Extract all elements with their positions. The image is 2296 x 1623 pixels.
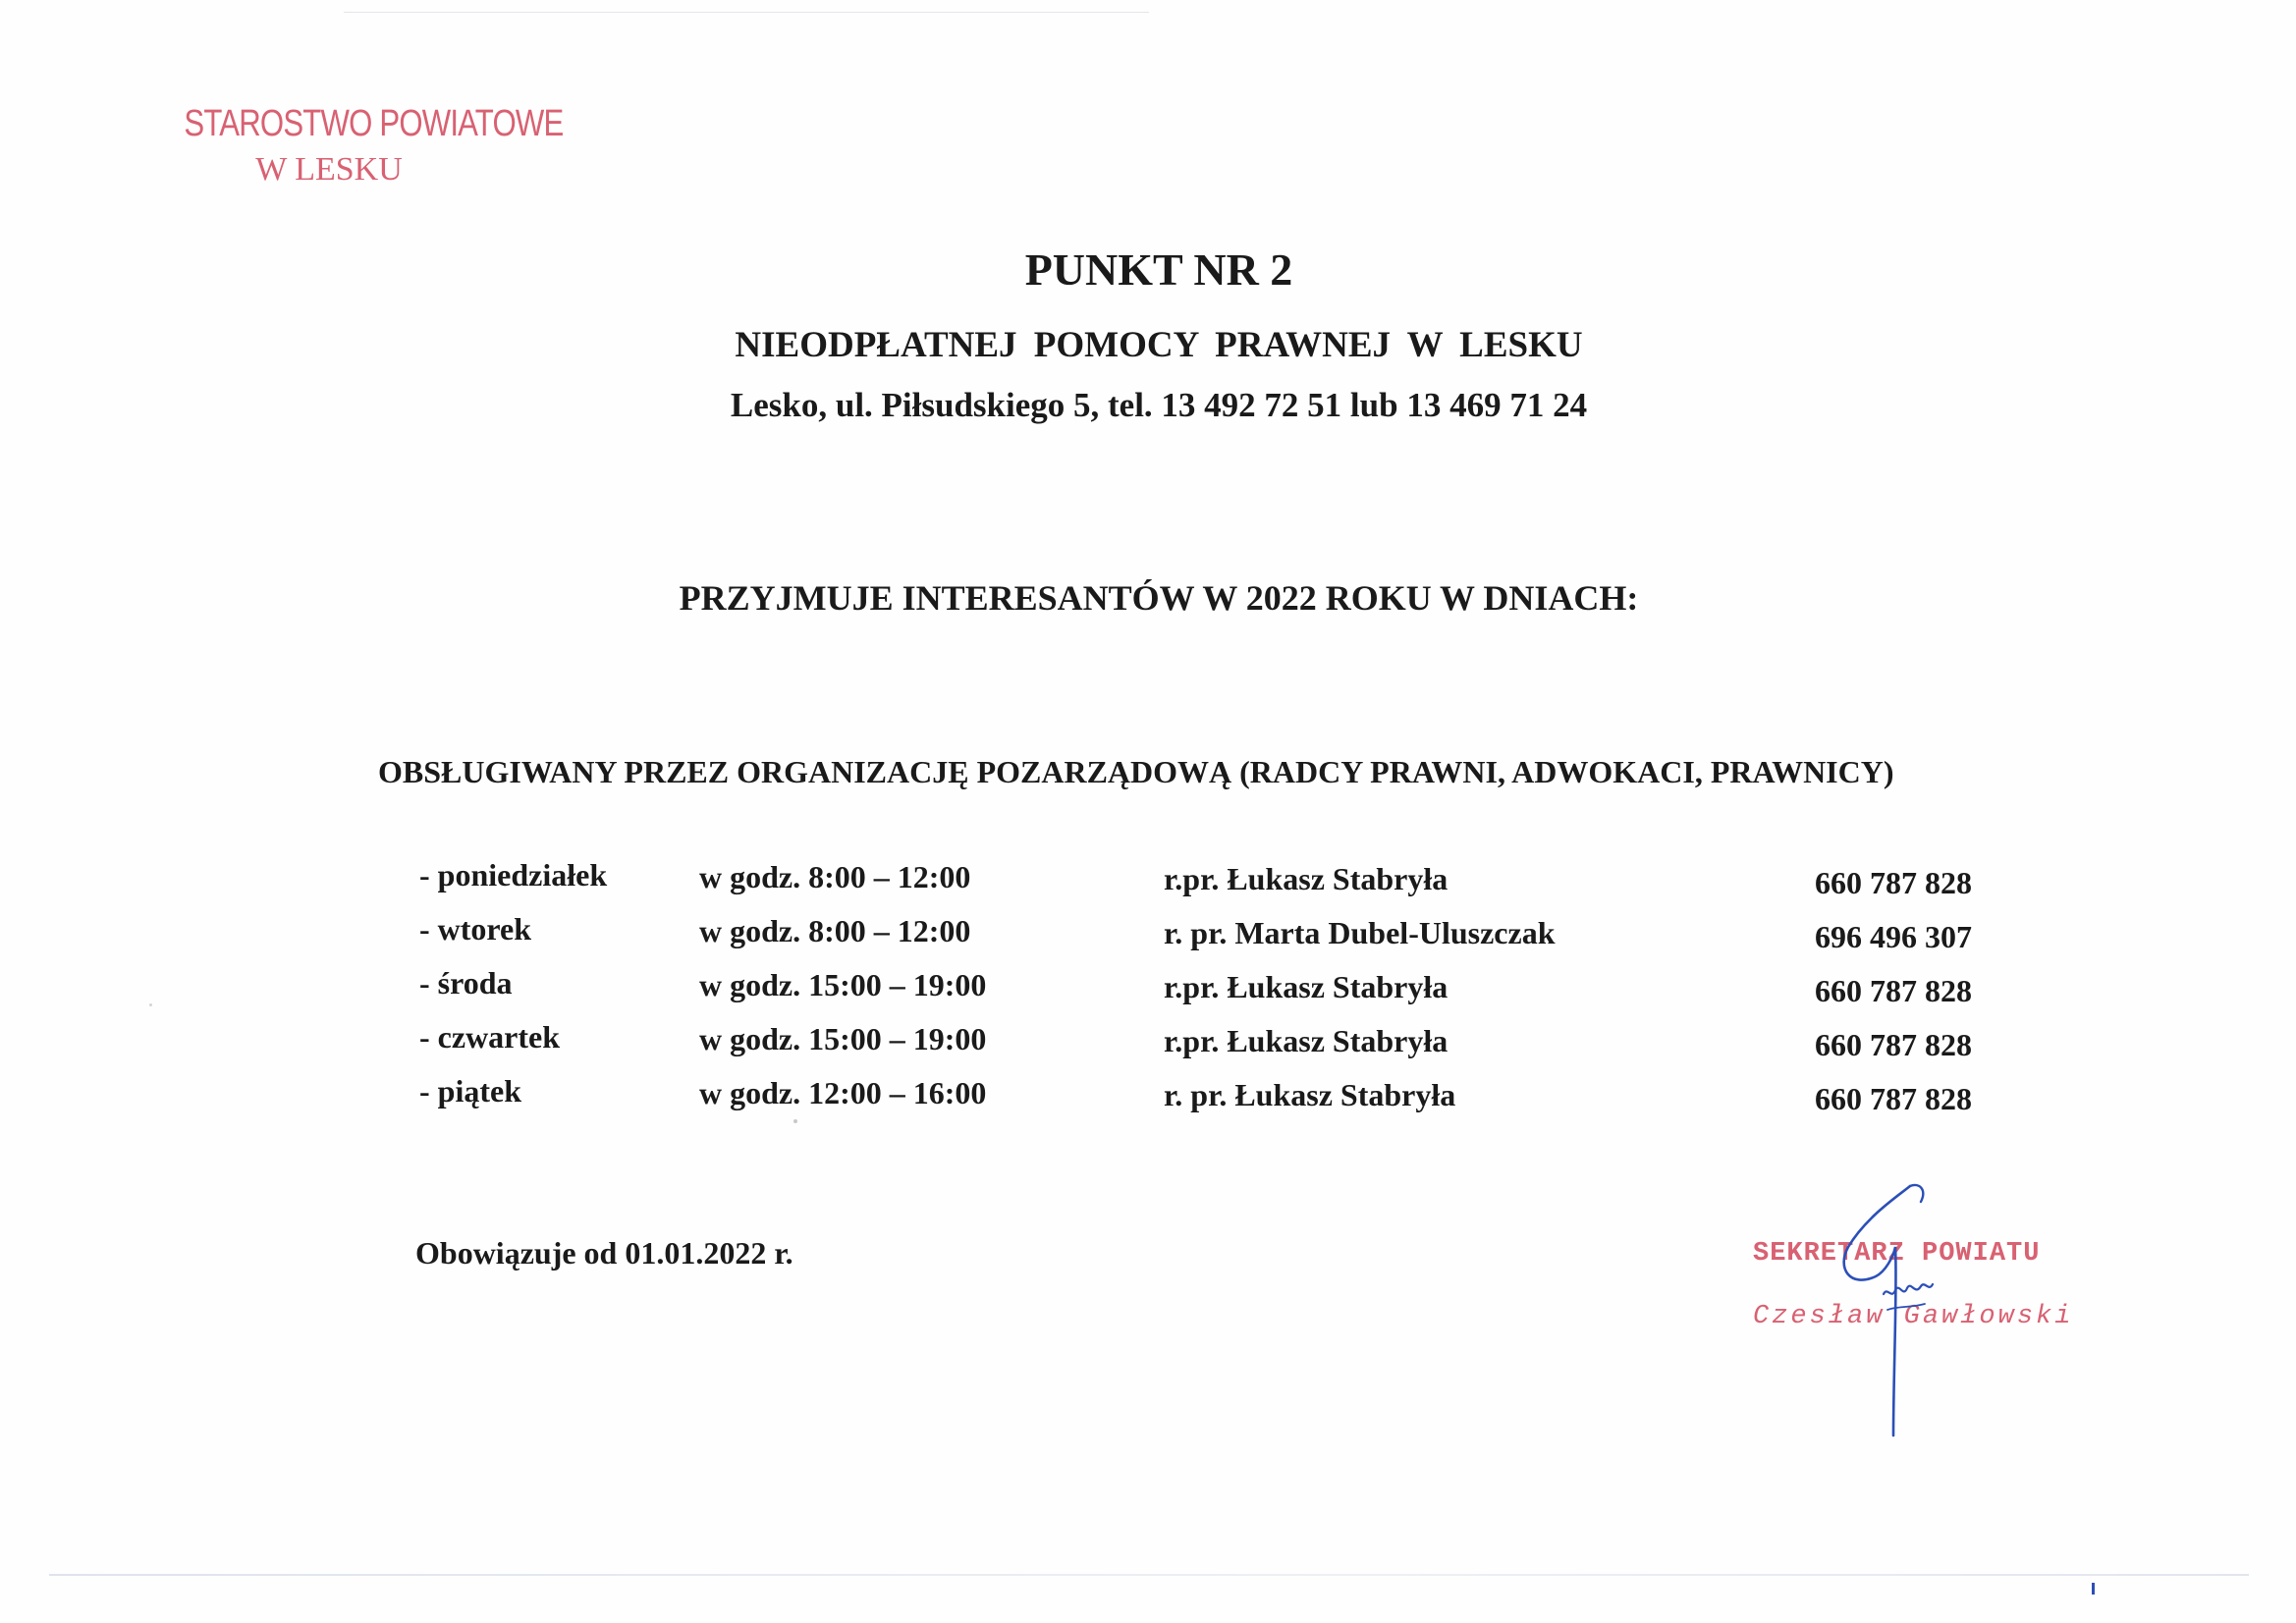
office-stamp bbox=[152, 103, 564, 189]
scan-speck bbox=[149, 1003, 152, 1006]
scan-mark bbox=[2092, 1583, 2095, 1595]
schedule-hours: w godz. 15:00 – 19:00 bbox=[699, 967, 987, 1002]
effective-date: Obowiązuje od 01.01.2022 r. bbox=[415, 1235, 793, 1271]
schedule-lawyer: r.pr. Łukasz Stabryła bbox=[1164, 861, 1449, 896]
document-subtitle: NIEODPŁATNEJ POMOCY PRAWNEJ W LESKU bbox=[735, 325, 1583, 365]
schedule-day: - poniedziałek bbox=[419, 857, 608, 893]
schedule-hours: w godz. 12:00 – 16:00 bbox=[699, 1075, 987, 1110]
schedule-day: - czwartek bbox=[419, 1019, 561, 1055]
handwritten-signature bbox=[1827, 1178, 1974, 1443]
office-stamp-line1: STAROSTWO POWIATOWE bbox=[184, 103, 564, 144]
schedule-row bbox=[0, 1019, 2296, 1062]
schedule-day: - wtorek bbox=[419, 911, 532, 947]
schedule-row bbox=[0, 965, 2296, 1008]
document-title: PUNKT NR 2 bbox=[1024, 244, 1293, 295]
schedule-hours: w godz. 8:00 – 12:00 bbox=[699, 913, 971, 948]
schedule-phone: 660 787 828 bbox=[1815, 1081, 1972, 1116]
schedule-row bbox=[0, 857, 2296, 900]
reception-heading: PRZYJMUJE INTERESANTÓW W 2022 ROKU W DNIACH: bbox=[679, 578, 1639, 618]
schedule-hours: w godz. 8:00 – 12:00 bbox=[699, 859, 971, 894]
schedule-row bbox=[0, 911, 2296, 954]
schedule-lawyer: r.pr. Łukasz Stabryła bbox=[1164, 969, 1449, 1004]
schedule-phone: 660 787 828 bbox=[1815, 1027, 1972, 1062]
scan-edge-bottom bbox=[49, 1574, 2249, 1576]
schedule-phone: 696 496 307 bbox=[1815, 919, 1972, 954]
schedule-lawyer: r.pr. Łukasz Stabryła bbox=[1164, 1023, 1449, 1058]
scan-edge-top bbox=[344, 12, 1149, 13]
organization-heading: OBSŁUGIWANY PRZEZ ORGANIZACJĘ POZARZĄDOWĄ (RADCY PRAWNI, ADWOKACI, PRAWNICY) bbox=[378, 754, 1894, 789]
secretary-stamp-title: SEKRETARZ POWIATU bbox=[1753, 1239, 2041, 1269]
schedule-phone: 660 787 828 bbox=[1815, 865, 1972, 900]
office-stamp-line2: W LESKU bbox=[255, 151, 403, 188]
schedule-row bbox=[0, 1073, 2296, 1116]
contact-address: Lesko, ul. Piłsudskiego 5, tel. 13 492 72 51 lub 13 469 71 24 bbox=[730, 386, 1588, 424]
schedule-lawyer: r. pr. Łukasz Stabryła bbox=[1164, 1077, 1456, 1112]
schedule-day: - środa bbox=[419, 965, 513, 1001]
schedule-day: - piątek bbox=[419, 1073, 521, 1109]
schedule-phone: 660 787 828 bbox=[1815, 973, 1972, 1008]
schedule-hours: w godz. 15:00 – 19:00 bbox=[699, 1021, 987, 1056]
scan-speck bbox=[793, 1119, 797, 1123]
secretary-stamp-name: Czesław Gawłowski bbox=[1753, 1302, 2074, 1331]
schedule-lawyer: r. pr. Marta Dubel-Uluszczak bbox=[1164, 915, 1556, 950]
